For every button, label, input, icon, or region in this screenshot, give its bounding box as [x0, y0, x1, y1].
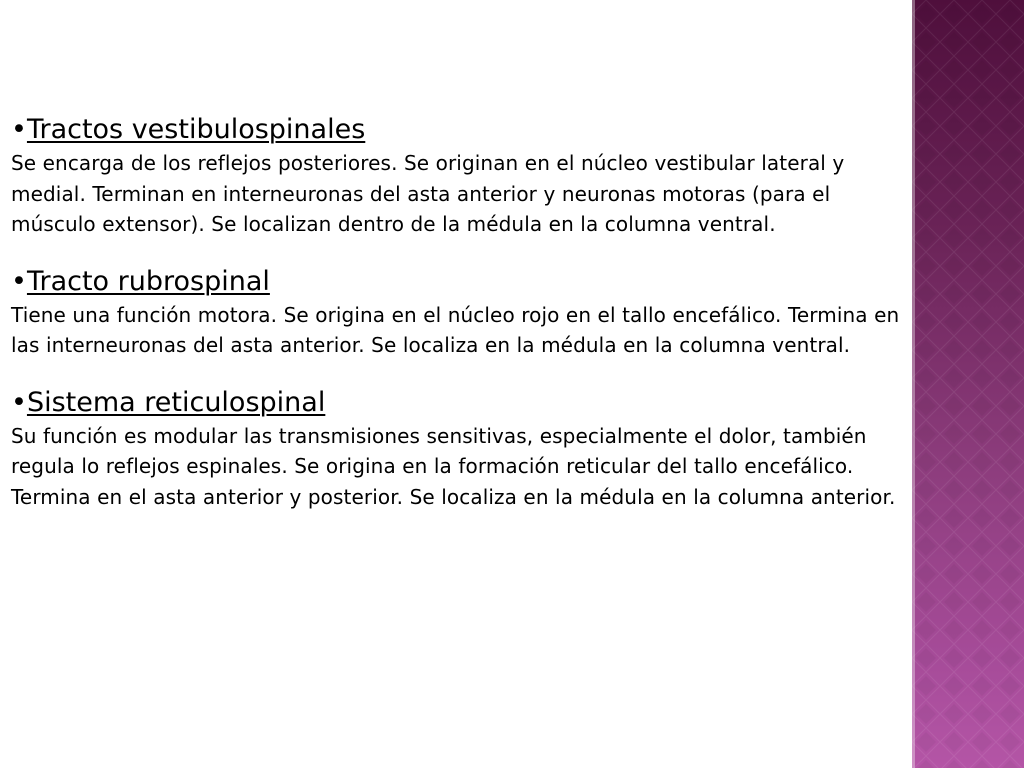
section-reticulospinal: [11, 385, 906, 513]
section-heading: [11, 385, 906, 421]
section-body: Tiene una función motora. Se origina en el núcleo rojo en el tallo encefálico. Termina en las interneuronas del asta anterior. Se localiza en la médula en la columna ventral.: [11, 302, 900, 357]
decorative-side-band: [912, 0, 1024, 768]
slide-content: [11, 112, 906, 536]
section-body: Se encarga de los reflejos posteriores. Se originan en el núcleo vestibular lateral y medial. Terminan en interneuronas del asta anterior y neuronas motoras (para el músculo extensor). Se localizan dentro de la médula en la columna ventral.: [11, 151, 845, 236]
section-body: Su función es modular las transmisiones sensitivas, especialmente el dolor, también regula lo reflejos espinales. Se origina en la formación reticular del tallo encefálico. Termina en el asta anterior y posterior. Se localiza en la médula en la columna anterior.: [11, 423, 896, 509]
bullet: •: [11, 114, 27, 145]
side-band-edge: [912, 0, 915, 768]
section-title: Sistema reticulospinal: [26, 386, 326, 418]
section-vestibulospinal: [11, 112, 906, 240]
bullet: •: [11, 386, 27, 418]
section-heading: [11, 112, 906, 148]
diamond-pattern: [912, 0, 1024, 768]
section-title: Tracto rubrospinal: [26, 265, 270, 297]
section-heading: [11, 264, 906, 300]
bullet: •: [11, 265, 27, 297]
section-title: Tractos vestibulospinales: [26, 114, 366, 145]
section-rubrospinal: [11, 264, 906, 361]
